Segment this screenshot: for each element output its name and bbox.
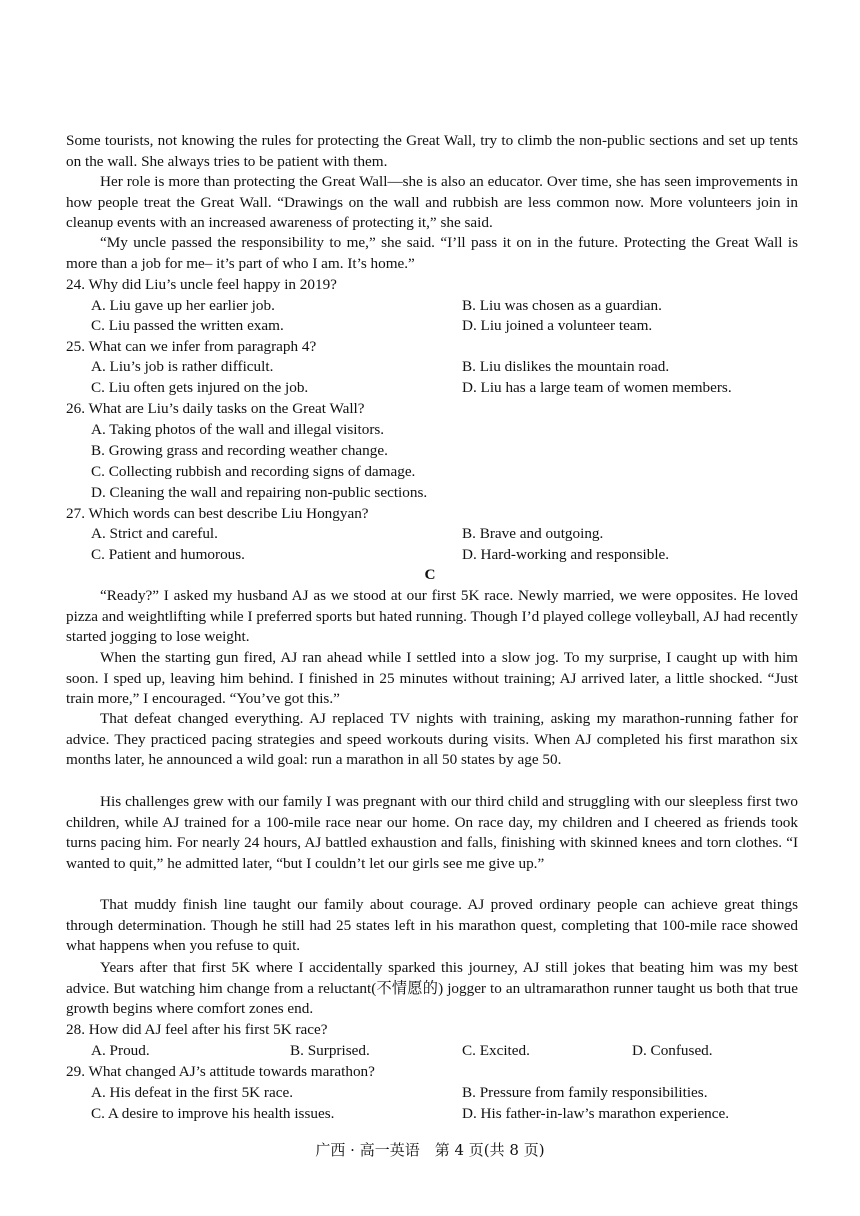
passage-c-paragraph: Years after that first 5K where I accidentally sparked this journey, AJ still jokes that beating him was my best advice. But watching him change from a reluctant(不情愿的) jogger to an ultramarathon runner taught us both that true growth begins where comfort zones end.: [66, 959, 798, 1018]
option-d: D. Hard-working and responsible.: [462, 546, 670, 563]
option-c: C. Collecting rubbish and recording signs of damage.: [91, 463, 416, 480]
option-c: C. A desire to improve his health issues.: [91, 1105, 335, 1122]
passage-b-paragraph: Her role is more than protecting the Great Wall—she is also an educator. Over time, she has seen improvements in how people treat the Great Wall. “Drawings on the wall and rubbish are less common now. More volunteers join in cleanup events with an increased awareness of protecting it,” she said.: [66, 173, 798, 232]
question-stem: 27. Which words can best describe Liu Hongyan?: [66, 505, 369, 522]
option-b: B. Surprised.: [290, 1042, 370, 1059]
option-b: B. Liu dislikes the mountain road.: [462, 358, 670, 375]
option-a: A. Liu gave up her earlier job.: [91, 297, 275, 314]
question-stem: 26. What are Liu’s daily tasks on the Great Wall?: [66, 400, 365, 417]
page-footer: 广西 · 高一英语 第 4 页(共 8 页): [315, 1141, 545, 1159]
option-d: D. Confused.: [632, 1042, 713, 1059]
question-stem: 25. What can we infer from paragraph 4?: [66, 338, 317, 355]
option-d: D. His father-in-law’s marathon experience.: [462, 1105, 730, 1122]
option-c: C. Patient and humorous.: [91, 546, 245, 563]
passage-c-paragraph: That muddy finish line taught our family about courage. AJ proved ordinary people can achieve great things through determination. Though he still had 25 states left in his marathon quest, completing that 100-mile race showed what happens when you refuse to quit.: [66, 896, 798, 955]
option-b: B. Pressure from family responsibilities.: [462, 1084, 708, 1101]
option-a: A. Taking photos of the wall and illegal visitors.: [91, 421, 385, 438]
option-a: A. Liu’s job is rather difficult.: [91, 358, 274, 375]
option-d: D. Liu joined a volunteer team.: [462, 317, 653, 334]
option-b: B. Growing grass and recording weather change.: [91, 442, 388, 459]
option-d: D. Cleaning the wall and repairing non-public sections.: [91, 484, 428, 501]
question-stem: 29. What changed AJ’s attitude towards marathon?: [66, 1063, 375, 1080]
question-stem: 28. How did AJ feel after his first 5K race?: [66, 1021, 328, 1038]
option-b: B. Brave and outgoing.: [462, 525, 604, 542]
passage-b-paragraph: “My uncle passed the responsibility to me,” she said. “I’ll pass it on in the future. Protecting the Great Wall is more than a job for me– it’s part of who I am. It’s home.”: [66, 234, 798, 272]
passage-c-paragraph: That defeat changed everything. AJ replaced TV nights with training, asking my marathon-running father for advice. They practiced pacing strategies and speed workouts during visits. When AJ completed his first marathon six months later, he announced a wild goal: run a marathon in all 50 states by age 50.: [66, 710, 798, 769]
option-a: A. His defeat in the first 5K race.: [91, 1084, 294, 1101]
option-a: A. Strict and careful.: [91, 525, 218, 542]
passage-c-paragraph: His challenges grew with our family I was pregnant with our third child and struggling with our sleepless first two children, while AJ trained for a 100-mile race near our home. On race day, my children and I cheered as friends took turns pacing him. For nearly 24 hours, AJ battled exhaustion and falls, finishing with skinned knees and torn clothes. “I wanted to quit,” he admitted later, “but I couldn’t let our girls see me give up.”: [66, 793, 798, 872]
option-b: B. Liu was chosen as a guardian.: [462, 297, 662, 314]
option-d: D. Liu has a large team of women members.: [462, 379, 732, 396]
option-c: C. Liu passed the written exam.: [91, 317, 284, 334]
passage-c-paragraph: “Ready?” I asked my husband AJ as we stood at our first 5K race. Newly married, we were opposites. He loved pizza and weightlifting while I preferred sports but hated running. Though I’d played college volleyball, AJ had recently started jogging to lose weight.: [66, 587, 798, 646]
option-a: A. Proud.: [91, 1042, 150, 1059]
option-c: C. Liu often gets injured on the job.: [91, 379, 309, 396]
option-c: C. Excited.: [462, 1042, 530, 1059]
passage-c-paragraph: When the starting gun fired, AJ ran ahead while I settled into a slow jog. To my surprise, I caught up with him soon. I sped up, leaving him behind. I finished in 25 minutes without training; AJ arrived later, a little shocked. “Just train more,” I encouraged. “You’ve got this.”: [66, 649, 798, 708]
passage-b-paragraph: Some tourists, not knowing the rules for protecting the Great Wall, try to climb the non-public sections and set up tents on the wall. She always tries to be patient with them.: [66, 132, 798, 170]
section-heading: C: [424, 566, 436, 583]
question-stem: 24. Why did Liu’s uncle feel happy in 2019?: [66, 276, 337, 293]
